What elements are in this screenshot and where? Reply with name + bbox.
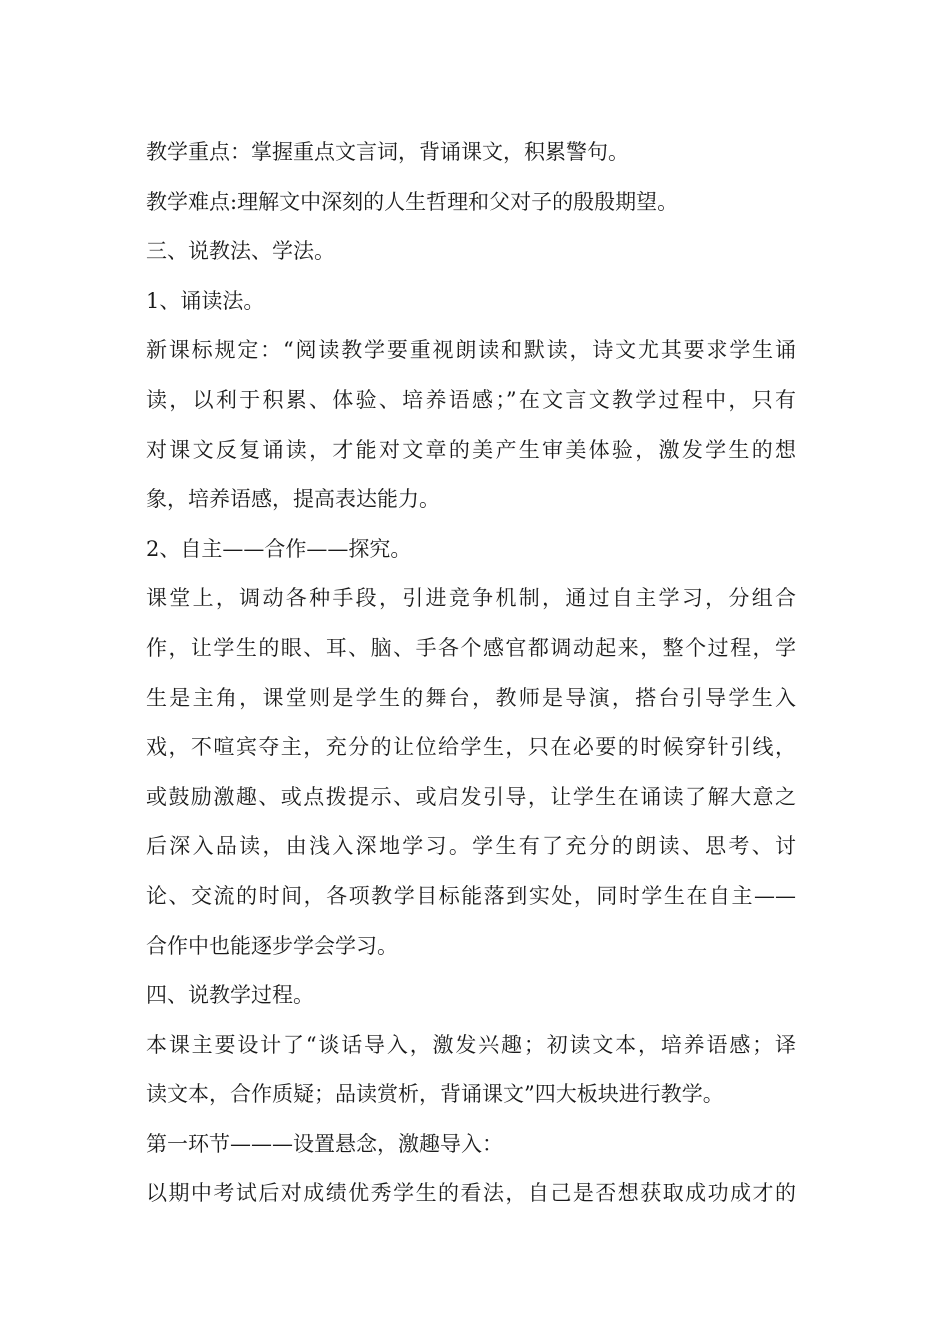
text-line: 论、交流的时间，各项教学目标能落到实处，同时学生在自主—— (146, 883, 796, 908)
text-line: 戏，不喧宾夺主，充分的让位给学生，只在必要的时候穿针引线， (146, 735, 796, 760)
text-line: 以期中考试后对成绩优秀学生的看法，自己是否想获取成功成才的 (146, 1181, 796, 1206)
text-line: 象，培养语感，提高表达能力。 (146, 487, 440, 512)
text-line: 本课主要设计了“谈话导入，激发兴趣；初读文本，培养语感；译 (146, 1032, 796, 1057)
text-line: 课堂上，调动各种手段，引进竞争机制，通过自主学习，分组合 (146, 586, 796, 611)
text-line: 教学重点：掌握重点文言词，背诵课文，积累警句。 (146, 140, 629, 164)
text-line: 对课文反复诵读，才能对文章的美产生审美体验，激发学生的想 (146, 437, 796, 462)
text-line: 后深入品读，由浅入深地学习。学生有了充分的朗读、思考、讨 (146, 834, 796, 859)
document-body (146, 128, 796, 1219)
text-line: 四、说教学过程。 (146, 983, 314, 1008)
text-line: 读文本，合作质疑；品读赏析，背诵课文”四大板块进行教学。 (146, 1082, 724, 1107)
text-line: 生是主角，课堂则是学生的舞台，教师是导演，搭台引导学生入 (146, 685, 796, 710)
text-line: 合作中也能逐步学会学习。 (146, 933, 398, 958)
text-line: 1、诵读法。 (146, 288, 265, 313)
text-line: 三、说教法、学法。 (146, 239, 335, 264)
text-line: 第一环节———设置悬念，激趣导入： (146, 1131, 503, 1156)
text-line: 作，让学生的眼、耳、脑、手各个感官都调动起来，整个过程，学 (146, 635, 796, 660)
text-line: 教学难点:理解文中深刻的人生哲理和父对子的殷殷期望。 (146, 189, 679, 214)
text-line: 新课标规定：“阅读教学要重视朗读和默读，诗文尤其要求学生诵 (146, 338, 796, 363)
text-line: 或鼓励激趣、或点拨提示、或启发引导，让学生在诵读了解大意之 (146, 784, 796, 809)
text-line: 2、自主——合作——探究。 (146, 536, 412, 561)
text-line: 读，以利于积累、体验、培养语感；”在文言文教学过程中，只有 (146, 387, 796, 412)
